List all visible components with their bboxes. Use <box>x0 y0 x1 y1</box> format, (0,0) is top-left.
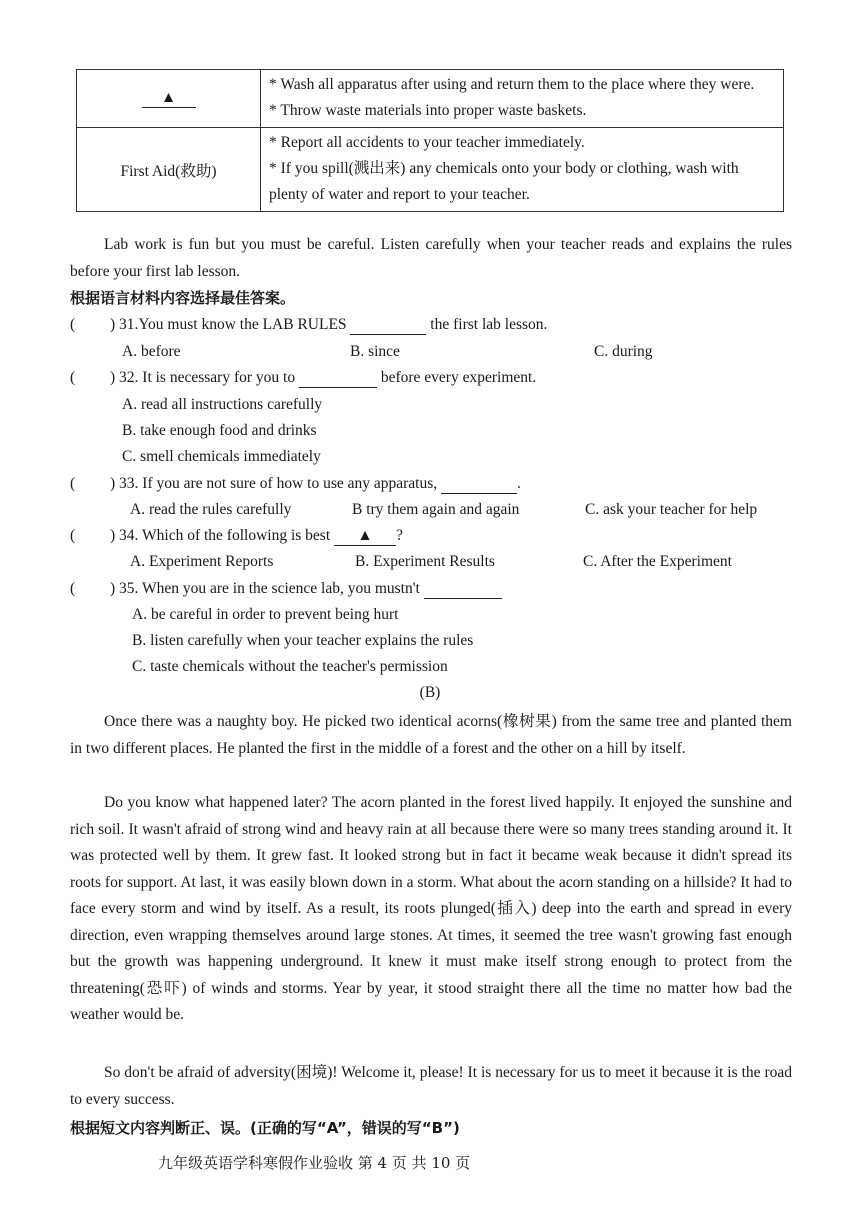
category-cell <box>77 70 261 128</box>
question-32: ) 32. It is necessary for you to before every experiment. <box>110 369 537 386</box>
category-cell: First Aid(救助) <box>77 128 261 212</box>
passage-b-paragraph: So don't be afraid of adversity(困境)! Welcome it, please! It is necessary for us to meet it because it is the road to every success. <box>70 1064 792 1108</box>
question-34: ) 34. Which of the following is best ▲ ? <box>110 527 403 544</box>
section-b-label: (B) <box>419 684 441 701</box>
rule-line: * If you spill(溅出来) any chemicals onto your body or clothing, wash with plenty of water and report to your teacher. <box>269 160 739 203</box>
answer-paren: ( <box>70 475 76 492</box>
answer-paren: ( <box>70 316 76 333</box>
section-instruction: 根据短文内容判断正、误。(正确的写“A”，错误的写“B”) <box>70 1119 460 1137</box>
section-instruction: 根据语言材料内容选择最佳答案。 <box>70 289 296 307</box>
passage-b-paragraph: Do you know what happened later? The acorn planted in the forest lived happily. It enjoyed the sunshine and rich soil. It wasn't afraid of strong wind and heavy rain at all because there were so many trees standing around it. It was protected well by them. It grew fast. It looked strong but in fact it became weak because it didn't spread its roots for support. At last, it was easily blown down in a storm. What about the acorn standing on a hillside? It had to face every storm and wind by itself. As a result, its roots plunged(插入) deep into the earth and spread in every direction, even wrapping themselves around large stones. At times, it seemed the tree wasn't growing fast enough but the growth was happening underground. It knew it must make itself strong enough to protect from the threatening(恐吓) of winds and storms. Year by year, it stood straight there all the time no matter how bad the weather would be. <box>70 794 792 1023</box>
option: B. take enough food and drinks <box>122 422 317 439</box>
answer-paren: ( <box>70 369 76 386</box>
page-footer: 九年级英语学科寒假作业验收 第 4 页 共 10 页 <box>158 1154 471 1172</box>
rule-line: * Wash all apparatus after using and return them to the place where they were. <box>269 76 755 93</box>
question-31: ) 31.You must know the LAB RULES the first lab lesson. <box>110 316 548 333</box>
answer-blank: ▲ <box>334 527 396 546</box>
lab-rules-table <box>76 69 784 212</box>
option: C. taste chemicals without the teacher's permission <box>132 658 448 675</box>
rule-line: * Report all accidents to your teacher immediately. <box>269 134 585 151</box>
answer-blank: ▲ <box>142 89 196 108</box>
option: B. Experiment Results <box>355 553 495 570</box>
option: B try them again and again <box>352 501 520 518</box>
option: A. read all instructions carefully <box>122 396 323 413</box>
table-row <box>77 70 784 128</box>
option: B. listen carefully when your teacher explains the rules <box>132 632 474 649</box>
option: C. After the Experiment <box>583 553 732 570</box>
rules-cell <box>261 128 784 212</box>
option: C. during <box>594 343 653 360</box>
option: C. ask your teacher for help <box>585 501 758 518</box>
passage-a-ending: Lab work is fun but you must be careful. Listen carefully when your teacher reads and explains the rules before your first lab lesson. <box>70 236 792 280</box>
passage-b-paragraph: Once there was a naughty boy. He picked two identical acorns(橡树果) from the same tree and planted them in two different places. He planted the first in the middle of a forest and the other on a hill by itself. <box>70 713 792 757</box>
answer-paren: ( <box>70 580 76 597</box>
table-row <box>77 128 784 212</box>
question-35: ) 35. When you are in the science lab, you mustn't <box>110 580 502 599</box>
rule-line: * Throw waste materials into proper waste baskets. <box>269 102 587 119</box>
option: A. Experiment Reports <box>130 553 274 570</box>
rules-cell <box>261 70 784 128</box>
answer-paren: ( <box>70 527 76 544</box>
option: A. before <box>122 343 181 360</box>
option: A. read the rules carefully <box>130 501 292 518</box>
option: B. since <box>350 343 400 360</box>
option: A. be careful in order to prevent being hurt <box>132 606 399 623</box>
option: C. smell chemicals immediately <box>122 448 321 465</box>
question-33: ) 33. If you are not sure of how to use any apparatus, . <box>110 475 521 492</box>
